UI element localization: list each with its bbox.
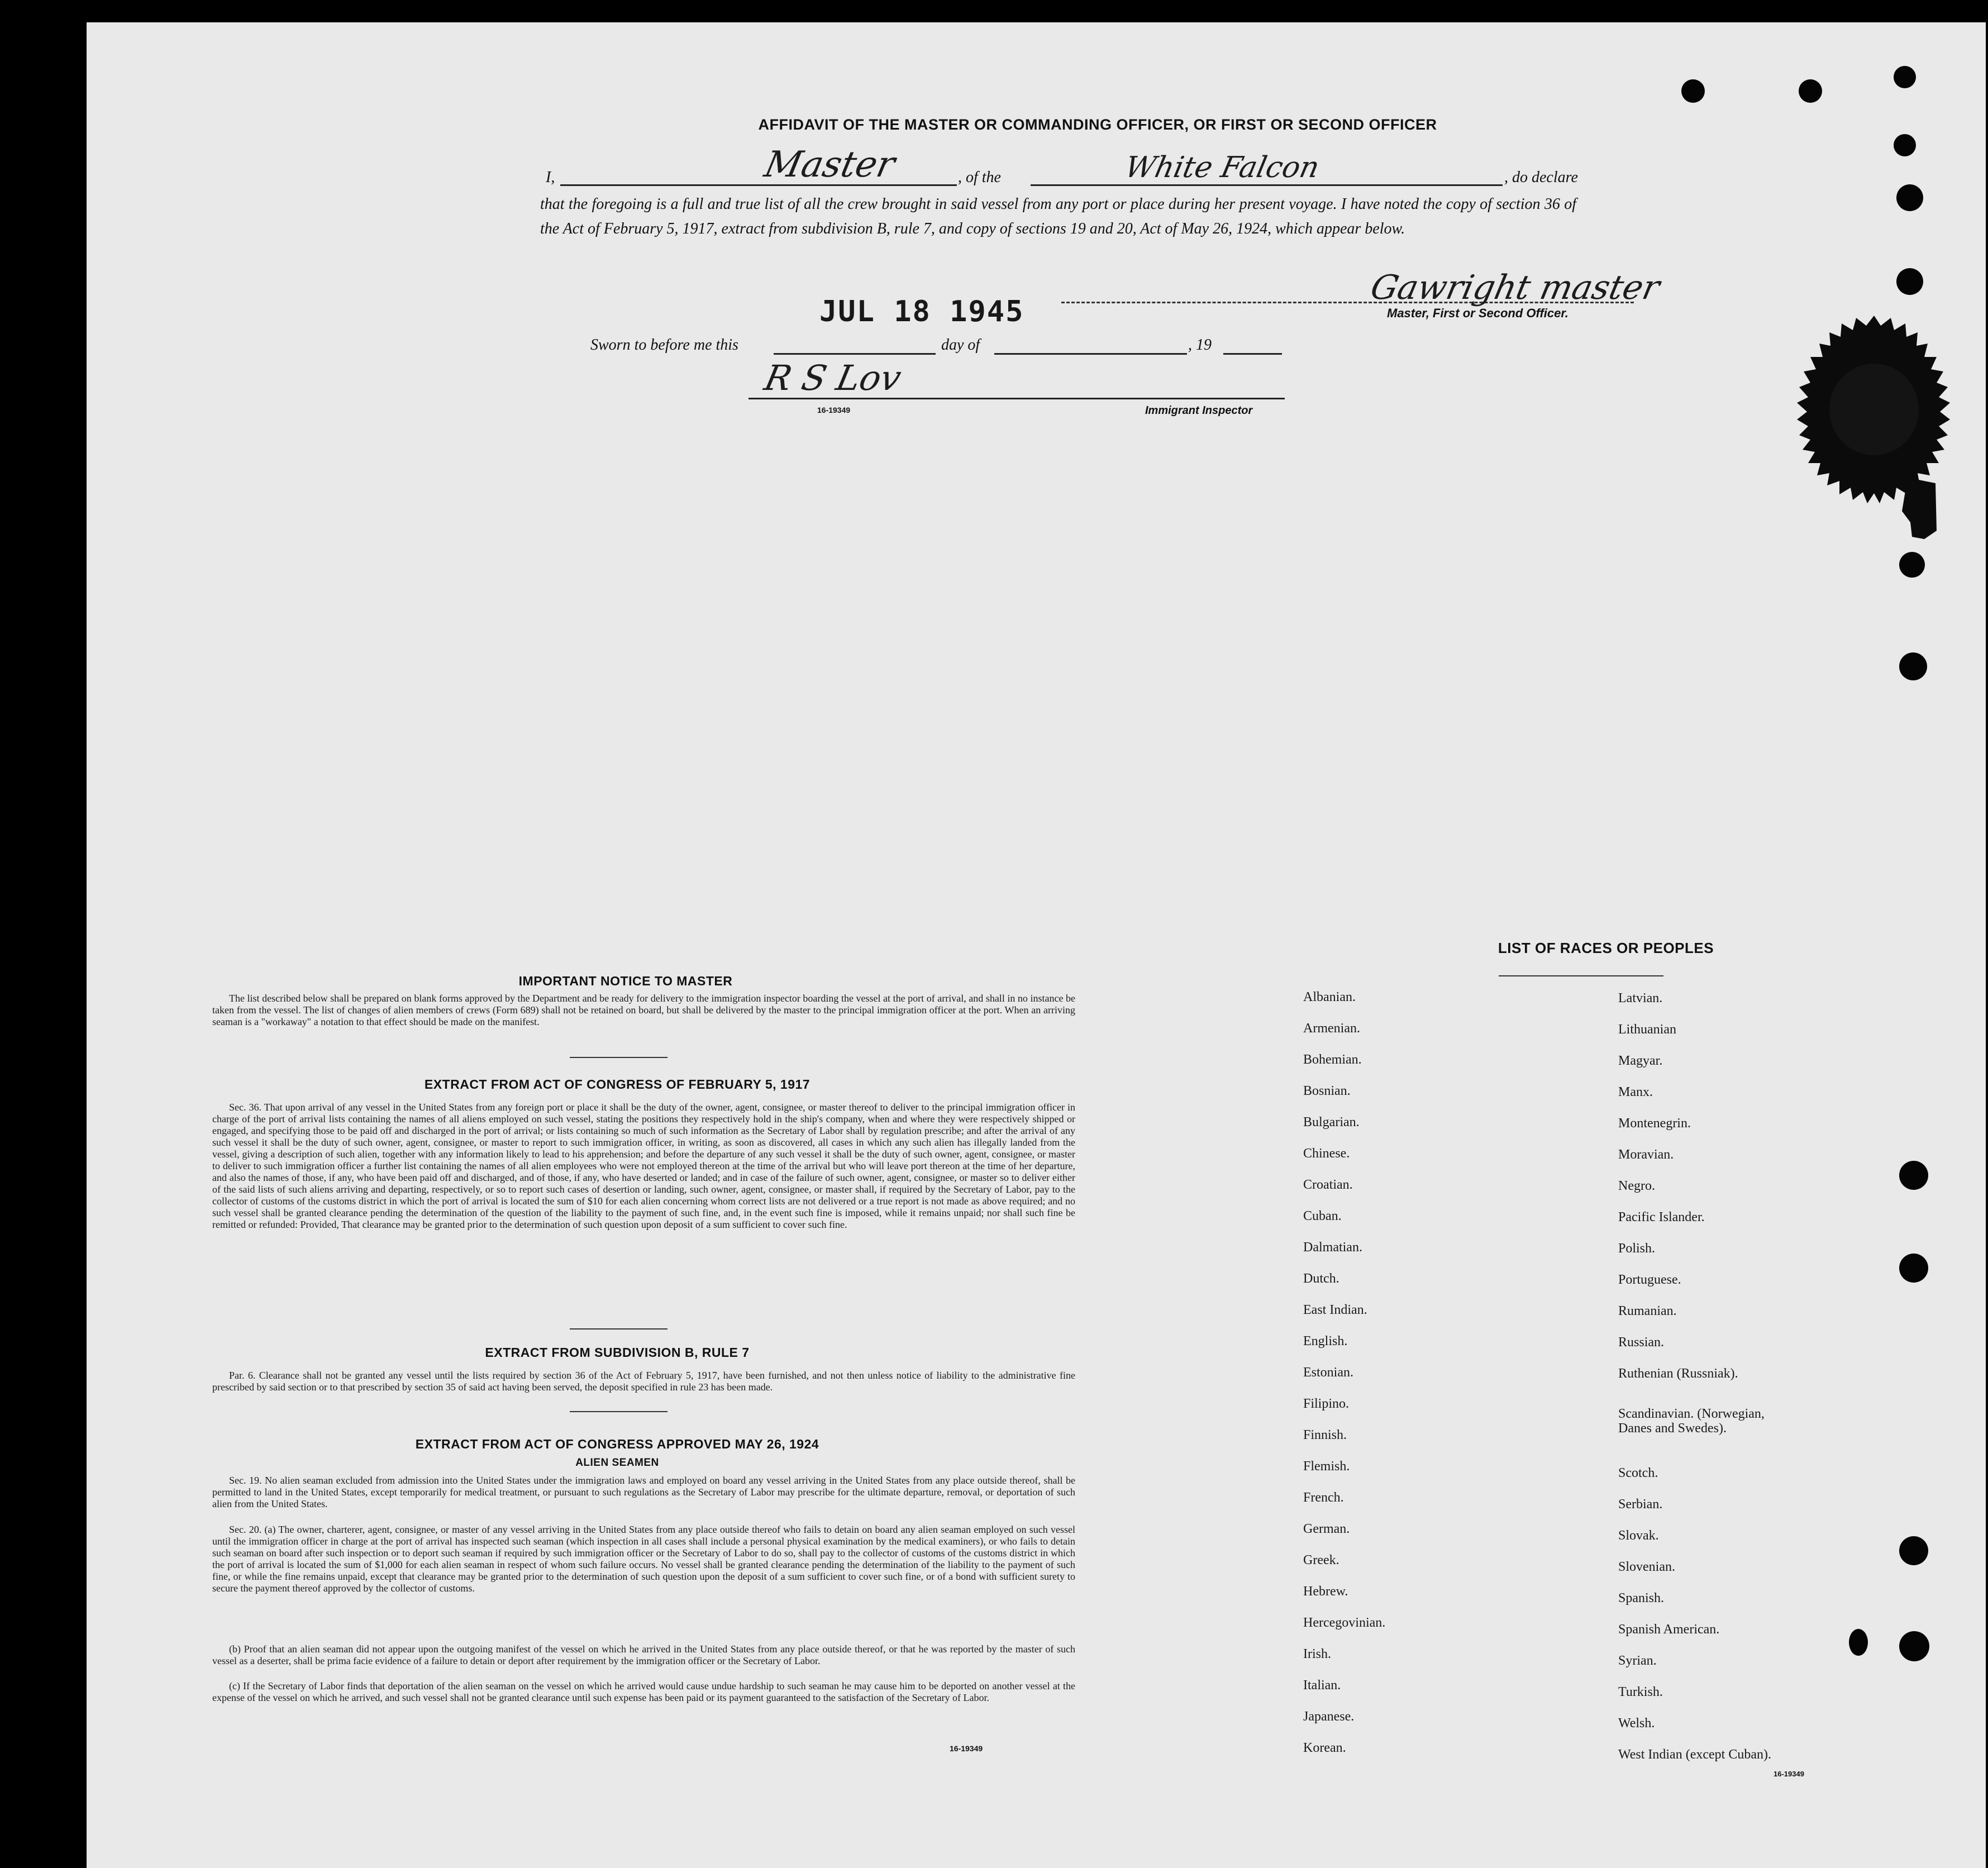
extract-1917-title: EXTRACT FROM ACT OF CONGRESS OF FEBRUARY 5, 1917 [424,1077,811,1092]
races-title: LIST OF RACES OR PEOPLES [1498,940,1714,956]
race-item: Slovenian. [1618,1560,1675,1574]
signature-caption: Master, First or Second Officer. [1387,306,1569,320]
sec20c-text: (c) If the Secretary of Labor finds that deportation of the alien seaman on the vessel on which he arrived would cause undue hardship to such seaman he may cause him to be deported on another vessel at the expense of the vessel on which he arrived, and such vessel shall not be granted clearance until such expense has been paid or its payment guaranteed to the satisfaction of the Secretary of Labor. [212,1680,1075,1703]
binding-hole [1899,1631,1929,1661]
race-item: Hercegovinian. [1303,1616,1386,1630]
date-stamp: JUL 18 1945 [819,295,1024,328]
race-item: Estonian. [1303,1365,1353,1380]
race-item: Lithuanian [1618,1022,1676,1037]
race-item: Manx. [1618,1085,1653,1099]
notice-title: IMPORTANT NOTICE TO MASTER [518,974,733,988]
day-of-label: day of [941,336,980,354]
race-item: Magyar. [1618,1054,1663,1068]
race-item: Rumanian. [1618,1304,1677,1318]
divider [570,1057,668,1058]
race-item: Portuguese. [1618,1273,1681,1287]
race-item: Albanian. [1303,990,1356,1004]
race-item: Spanish American. [1618,1622,1720,1637]
divider [570,1328,668,1329]
extract-1917-text: Sec. 36. That upon arrival of any vessel in the United States from any foreign port or place it shall be the duty of the owner, agent, consignee, or master thereof to deliver to the principal immigration officer in charge of the port of arrival lists containing the names of all aliens employed on such vessel, stating the positions they respectively hold in the ship's company, when and where they were respectively shipped or engaged, and specifying those to be paid off and discharged in the port of arrival; or lists containing so much of such information as the Secretary of Labor shall by regulation prescribe; and after the arrival of any such vessel it shall be the duty of such owner, agent, consignee, or master to report to such immigration officer, in writing, as soon as discovered, all cases in which any such alien has illegally landed from the vessel, giving a description of such alien, together with any information likely to lead to his apprehension; and before the departure of any such vessel it shall be the duty of such owner, agent, consignee, or master to deliver to such immigration officer a further list containing the names of all alien employees who were not employed thereon at the time of the arrival but who will leave port thereon at the time of her departure, and also the names of those, if any, who have been paid off and discharged, and of those, if any, who have deserted or landed; and in case of the failure of such owner, agent, consignee, or master so to deliver either of the said lists of such aliens arriving and departing, respectively, or so to report such cases of desertion or landing, such owner, agent, consignee, or master shall, if required by the Secretary of Labor, pay to the collector of customs of the customs district in which the port of arrival is located the sum of $10 for each alien concerning whom correct lists are not delivered or a true report is not made as above required; and no such vessel shall be granted clearance pending the determination of the question of the liability to the payment of such fine, and, in the event such fine is imposed, while it remains unpaid; nor shall such fine be remitted or refunded: Provided, That clearance may be granted prior to the determination of such question upon deposit of a sum sufficient to cover such fine. [212,1102,1075,1230]
binding-hole [1896,184,1923,211]
race-item: Irish. [1303,1647,1331,1661]
extract-form-number: 16-19349 [950,1744,983,1753]
affidavit-form-number: 16-19349 [817,406,851,414]
race-item: Scandinavian. (Norwegian, Danes and Swedes). [1618,1407,1765,1436]
race-item: Scotch. [1618,1466,1658,1480]
of-the-label: , of the [958,169,1001,186]
i-label: I, [546,169,555,186]
master-handwritten: Master [761,144,899,185]
race-item: Greek. [1303,1553,1339,1567]
sec20b-text: (b) Proof that an alien seaman did not appear upon the outgoing manifest of the vessel on which he arrived in the United States from any place outside thereof, or that he was reported by the master of such vessel as a deserter, shall be prima facie evidence of a failure to detain or deport after requirement by the immigration officer or the Secretary of Labor. [212,1643,1075,1666]
binding-hole [1899,652,1927,680]
race-item: Syrian. [1618,1653,1657,1668]
race-item: West Indian (except Cuban). [1618,1747,1771,1762]
race-item: Russian. [1618,1335,1665,1350]
race-item: Negro. [1618,1179,1655,1193]
race-item: Pacific Islander. [1618,1210,1705,1224]
notice-text: The list described below shall be prepared on blank forms approved by the Department and be ready for delivery to the immigration inspector boarding the vessel at the port of arrival, and shall in no instance be taken from the vessel. The list of changes of alien members of crews (Form 689) shall not be retained on board, but shall be delivered by the master to the principal immigration officer at the port. When an arriving seaman is a "workaway" a notation to that effect should be made on the manifest. [212,993,1075,1027]
race-item: Filipino. [1303,1397,1350,1411]
race-item: Bulgarian. [1303,1115,1360,1130]
binding-hole [1681,79,1705,103]
document-page [87,22,1986,1868]
race-item: Cuban. [1303,1209,1342,1223]
binding-hole [1899,1536,1928,1565]
race-item: Croatian. [1303,1178,1353,1192]
inspector-caption: Immigrant Inspector [1145,404,1253,417]
races-form-number: 16-19349 [1774,1770,1804,1778]
race-item: Finnish. [1303,1428,1347,1442]
affidavit-paragraph: that the foregoing is a full and true list of all the crew brought in said vessel from any port or place during her present voyage. I have noted the copy of section 36 of the Act of February 5, 1917, extract from subdivision B, rule 7, and copy of sections 19 and 20, Act of May 26, 1924, which appear below. [540,196,1576,237]
race-item: Armenian. [1303,1021,1360,1036]
race-item: Latvian. [1618,991,1663,1006]
race-item: Welsh. [1618,1716,1655,1731]
inspector-line [749,398,1285,399]
vessel-name-line [1031,184,1503,186]
sworn-day-line [774,353,936,355]
master-name-line [560,184,957,186]
sworn-year-line [1223,353,1282,355]
inspector-signature: R S Lov [761,358,905,398]
race-item: Japanese. [1303,1709,1355,1724]
race-item: Chinese. [1303,1146,1350,1161]
race-item: Moravian. [1618,1147,1674,1162]
race-item: Flemish. [1303,1459,1350,1474]
binding-hole [1894,134,1916,156]
rule7-title: EXTRACT FROM SUBDIVISION B, RULE 7 [485,1345,750,1360]
race-item: Korean. [1303,1741,1346,1755]
race-item: East Indian. [1303,1303,1367,1317]
race-item: Hebrew. [1303,1584,1348,1599]
affidavit-title: AFFIDAVIT OF THE MASTER OR COMMANDING OFFICER, OR FIRST OR SECOND OFFICER [758,116,1437,133]
race-item: Polish. [1618,1241,1656,1256]
race-item: Italian. [1303,1678,1341,1693]
divider [1499,975,1663,976]
race-item: Bosnian. [1303,1084,1351,1098]
binding-hole [1899,1254,1928,1283]
year-label: , 19 [1188,336,1212,354]
notary-seal [1790,316,1958,575]
binding-hole [1849,1629,1868,1656]
race-item: Ruthenian (Russniak). [1618,1366,1738,1381]
do-declare-label: , do declare [1504,169,1578,186]
alien-seamen-subtitle: ALIEN SEAMEN [575,1457,659,1469]
sec20a-text: Sec. 20. (a) The owner, charterer, agent, consignee, or master of any vessel arriving in the United States from any place outside thereof who fails to detain on board any alien seaman employed on such vessel until the immigration officer in charge at the port of arrival has inspected such seaman (which inspection in all cases shall include a personal physical examination by the medical examiners), or who fails to detain such seaman on board after such inspection or to deport such seaman if required by such immigration officer or the Secretary of Labor to do so, shall pay to the collector of customs of the customs district in which the port of arrival is located the sum of $1,000 for each alien seaman in respect of whom such failure occurs. No vessel shall be granted clearance pending the determination of the liability to the payment of such fine, or while the fine remains unpaid, except that clearance may be granted prior to the determination of such question upon the deposit of a sum sufficient to cover such fine, or of a bond with sufficient surety to secure the payment thereof approved by the collector of customs. [212,1524,1075,1594]
binding-hole [1899,552,1925,578]
sec19-text: Sec. 19. No alien seaman excluded from admission into the United States under the immigration laws and employed on board any vessel arriving in the United States from any place outside thereof, shall be permitted to land in the United States, except temporarily for medical treatment, or pursuant to such regulations as the Secretary of Labor may prescribe for the ultimate departure, removal, or deportation of such alien from the United States. [212,1475,1075,1509]
race-item: Dalmatian. [1303,1240,1362,1255]
vessel-handwritten: White Falcon [1122,151,1323,184]
rule7-text: Par. 6. Clearance shall not be granted any vessel until the lists required by section 36 of the Act of February 5, 1917, have been furnished, and not then unless notice of liability to the administrative fine prescribed by said section or to that prescribed by section 35 of said act having been served, the deposit specified in rule 23 has been made. [212,1370,1075,1393]
race-item: Serbian. [1618,1497,1663,1512]
binding-hole [1799,79,1822,103]
race-item: Turkish. [1618,1685,1663,1699]
binding-hole [1899,1161,1928,1190]
race-item: French. [1303,1490,1344,1505]
binding-hole [1896,268,1923,295]
sworn-label: Sworn to before me this [590,336,738,354]
race-item: Bohemian. [1303,1052,1362,1067]
divider [570,1411,668,1412]
race-item: English. [1303,1334,1348,1348]
binding-hole [1894,66,1916,88]
race-item: Spanish. [1618,1591,1665,1605]
sworn-month-line [994,353,1187,355]
race-item: Slovak. [1618,1528,1659,1543]
race-item: Montenegrin. [1618,1116,1691,1131]
race-item: German. [1303,1522,1350,1536]
extract-1924-title: EXTRACT FROM ACT OF CONGRESS APPROVED MAY 26, 1924 [415,1437,819,1451]
race-item: Dutch. [1303,1271,1339,1286]
signature-handwritten: Gawright master [1367,268,1663,307]
